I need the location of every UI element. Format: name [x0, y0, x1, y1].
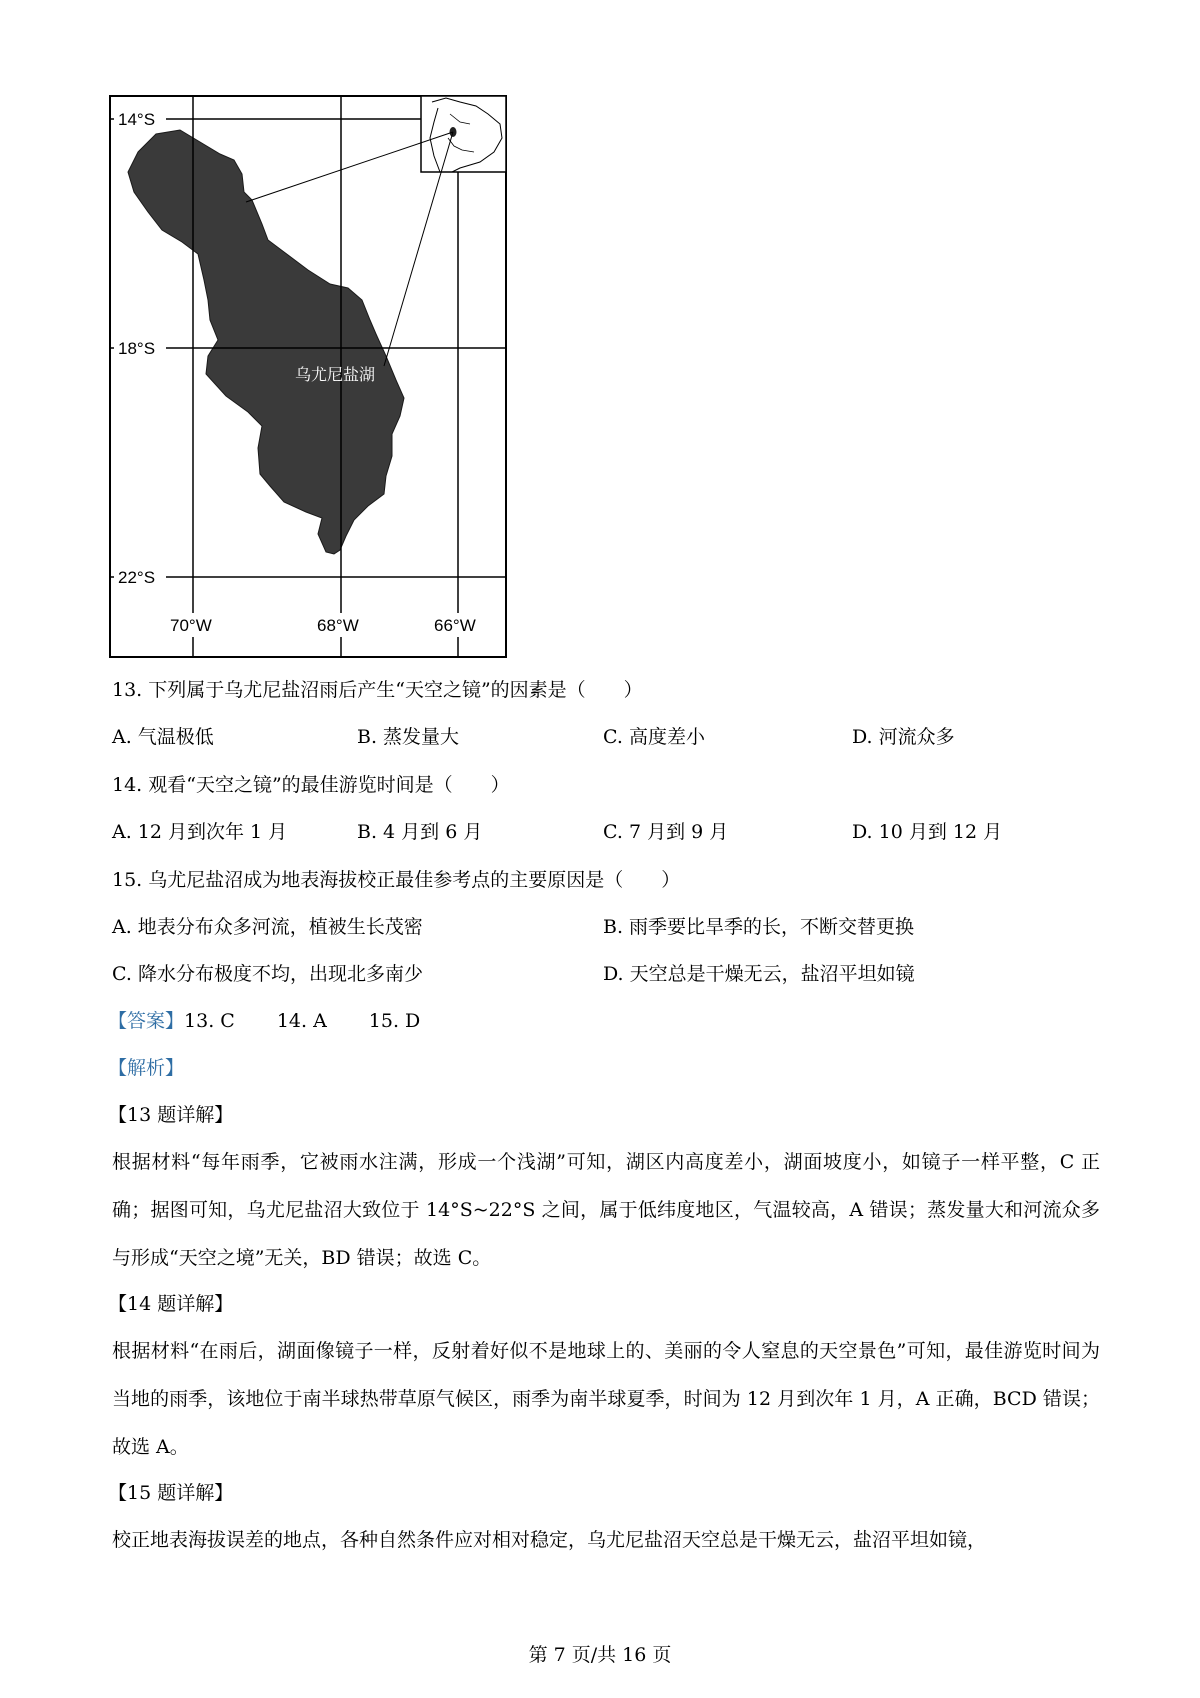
- lon-label-68w: 68°W: [317, 616, 359, 635]
- answer-line: [108, 1008, 420, 1034]
- lake-label: 乌尤尼盐湖: [295, 365, 376, 384]
- q14-option-b: B. 4 月到 6 月: [357, 821, 483, 843]
- q13-option-c: C. 高度差小: [603, 726, 705, 748]
- q14-option-a: A. 12 月到次年 1 月: [112, 821, 288, 843]
- answer-13: 13. C: [184, 1010, 235, 1032]
- detail14-text: 根据材料“在雨后，湖面像镜子一样，反射着好似不是地球上的、美丽的令人窒息的天空景色”可知，最佳游览时间为当地的雨季，该地位于南半球热带草原气候区，雨季为南半球夏季，时间为 12 月到次年 1 月，A 正确，BCD 错误；故选 A。: [112, 1340, 1100, 1458]
- q13-option-d: D. 河流众多: [852, 726, 955, 748]
- inset-map: [421, 96, 506, 172]
- detail15-text: 校正地表海拔误差的地点，各种自然条件应对相对稳定，乌尤尼盐沼天空总是干燥无云，盐沼平坦如镜，: [112, 1529, 987, 1551]
- answer-15: 15. D: [368, 1010, 421, 1032]
- lat-label-18s: 18°S: [118, 339, 156, 358]
- answer-14: 14. A: [276, 1010, 327, 1032]
- q13-stem: 13. 下列属于乌尤尼盐沼雨后产生“天空之镜”的因素是（ ）: [112, 679, 643, 701]
- q14-stem: 14. 观看“天空之镜”的最佳游览时间是（ ）: [112, 774, 510, 796]
- q15-option-d: D. 天空总是干燥无云，盐沼平坦如镜: [603, 963, 915, 985]
- lon-label-70w: 70°W: [170, 616, 212, 635]
- q15-option-c: C. 降水分布极度不均，出现北多南少: [112, 963, 423, 985]
- detail13-text: 根据材料“每年雨季，它被雨水注满，形成一个浅湖”可知，湖区内高度差小，湖面坡度小，如镜子一样平整，C 正确；据图可知，乌尤尼盐沼大致位于 14°S~22°S 之间，属于低纬度地区，气温较高，A 错误；蒸发量大和河流众多与形成“天空之境”无关，BD 错误；故选 C。: [112, 1151, 1100, 1269]
- detail14-title: 【14 题详解】: [108, 1293, 234, 1315]
- lat-label-14s: 14°S: [118, 110, 156, 129]
- lat-label-22s: 22°S: [118, 568, 156, 587]
- map-svg: [108, 94, 508, 659]
- detail13-title: 【13 题详解】: [108, 1104, 234, 1126]
- q15-option-a: A. 地表分布众多河流，植被生长茂密: [112, 916, 423, 938]
- q15-option-b: B. 雨季要比旱季的长，不断交替更换: [603, 916, 915, 938]
- q15-stem: 15. 乌尤尼盐沼成为地表海拔校正最佳参考点的主要原因是（ ）: [112, 869, 681, 891]
- uyuni-map: [108, 94, 508, 659]
- q14-option-d: D. 10 月到 12 月: [852, 821, 1003, 843]
- lon-label-66w: 66°W: [434, 616, 476, 635]
- q13-option-a: A. 气温极低: [112, 726, 214, 748]
- q14-option-c: C. 7 月到 9 月: [603, 821, 729, 843]
- answer-label: 【答案】: [108, 1010, 185, 1032]
- detail15-title: 【15 题详解】: [108, 1482, 234, 1504]
- q13-option-b: B. 蒸发量大: [357, 726, 460, 748]
- page-footer: 第 7 页/共 16 页: [528, 1644, 672, 1666]
- analysis-label: 【解析】: [108, 1057, 185, 1079]
